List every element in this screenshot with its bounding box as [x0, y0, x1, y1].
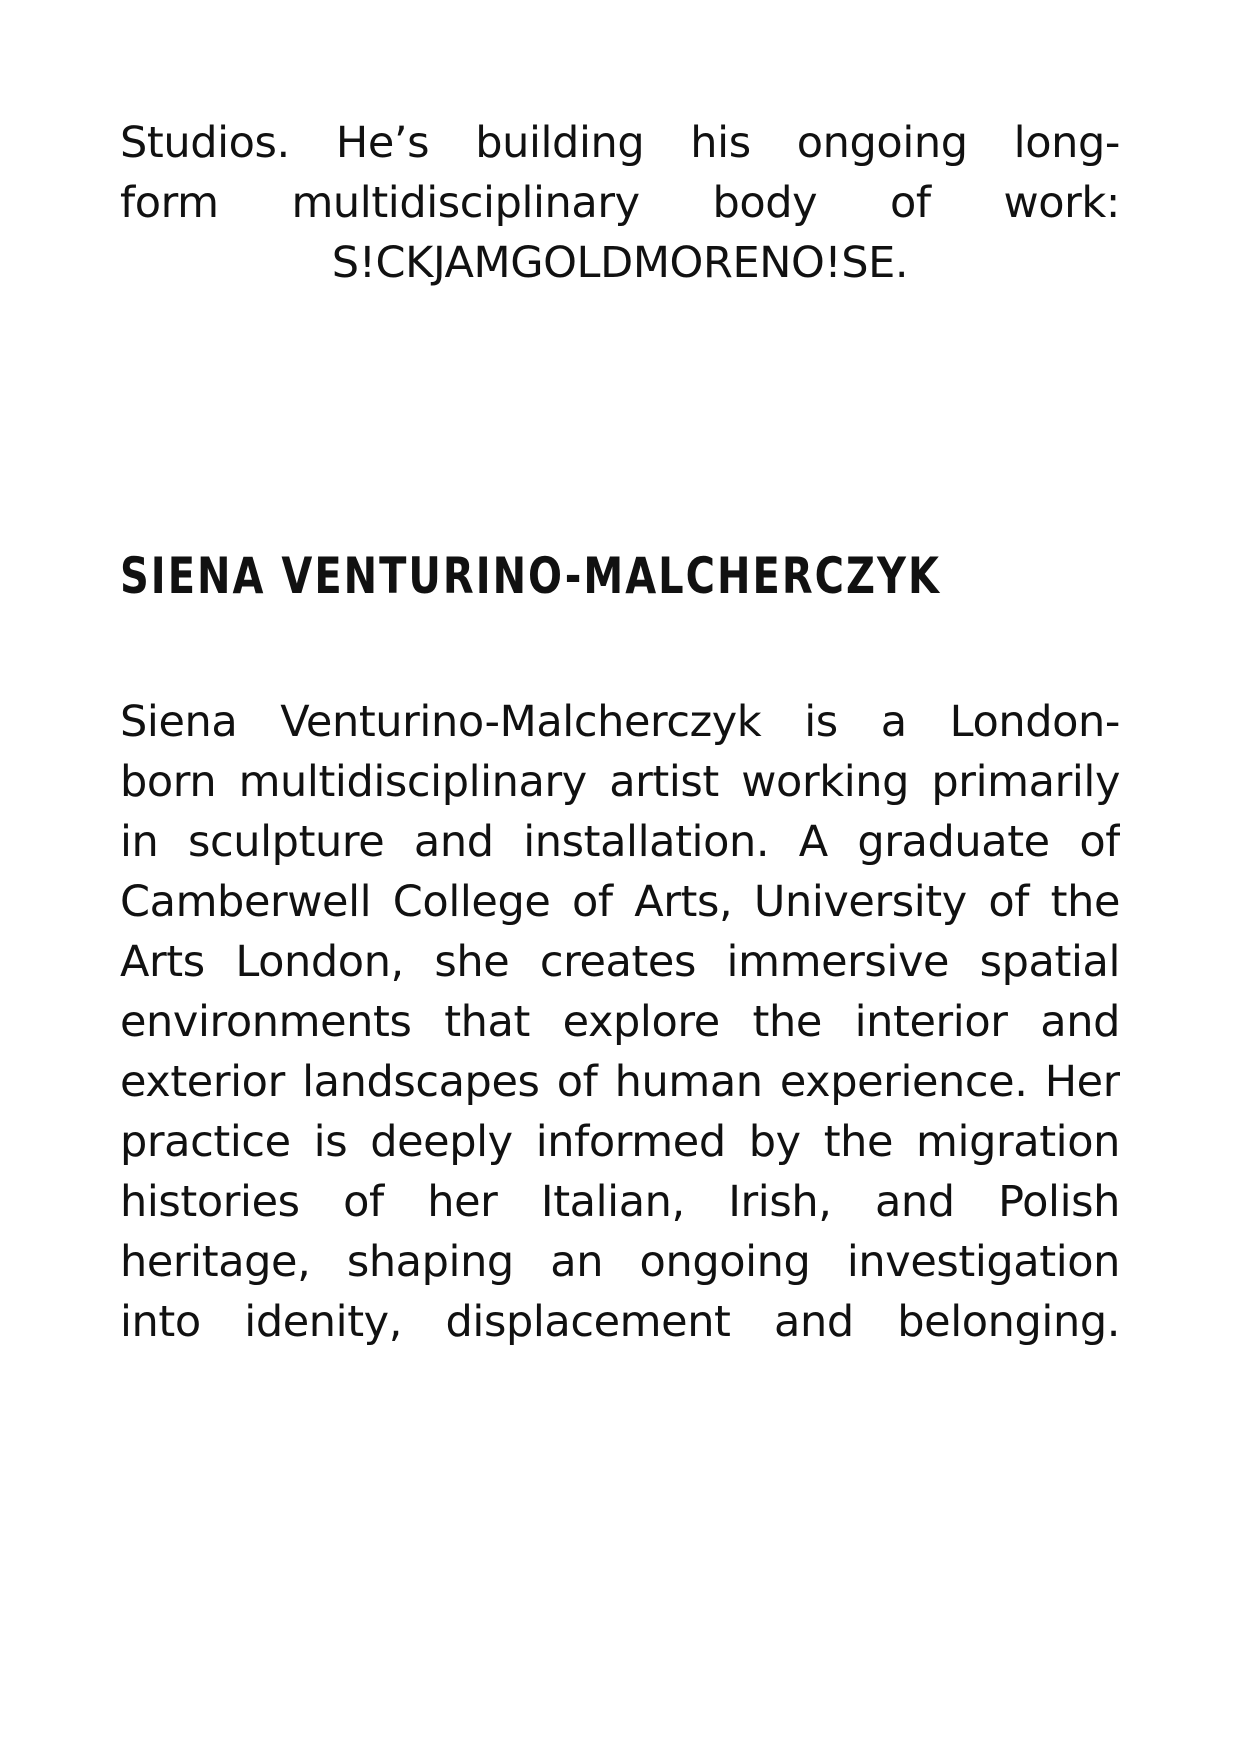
- document-page: [120, 0, 1120, 1748]
- text-line: form multidisciplinary body of work:: [120, 178, 1120, 228]
- text-line: heritage, shaping an ongoing investigation: [120, 1237, 1120, 1287]
- text-line: born multidisciplinary artist working primarily: [120, 757, 1120, 807]
- text-line: Camberwell College of Arts, University of the: [120, 877, 1120, 927]
- text-line: in sculpture and installation. A graduate of: [120, 817, 1120, 867]
- text-line: Arts London, she creates immersive spatial: [120, 937, 1120, 987]
- text-line: exterior landscapes of human experience. Her: [120, 1057, 1120, 1107]
- text-line: Studios. He’s building his ongoing long-: [120, 118, 1120, 168]
- text-line: histories of her Italian, Irish, and Polish: [120, 1177, 1120, 1227]
- text-line: S!CKJAMGOLDMORENO!SE.: [331, 238, 909, 288]
- text-line: Siena Venturino-Malcherczyk is a London-: [120, 697, 1120, 747]
- text-line: into idenity, displacement and belonging.: [120, 1297, 1120, 1347]
- text-line: environments that explore the interior and: [120, 997, 1120, 1047]
- text-line: practice is deeply informed by the migration: [120, 1117, 1120, 1167]
- artist-name-heading: SIENA VENTURINO-MALCHERCZYK: [120, 547, 941, 605]
